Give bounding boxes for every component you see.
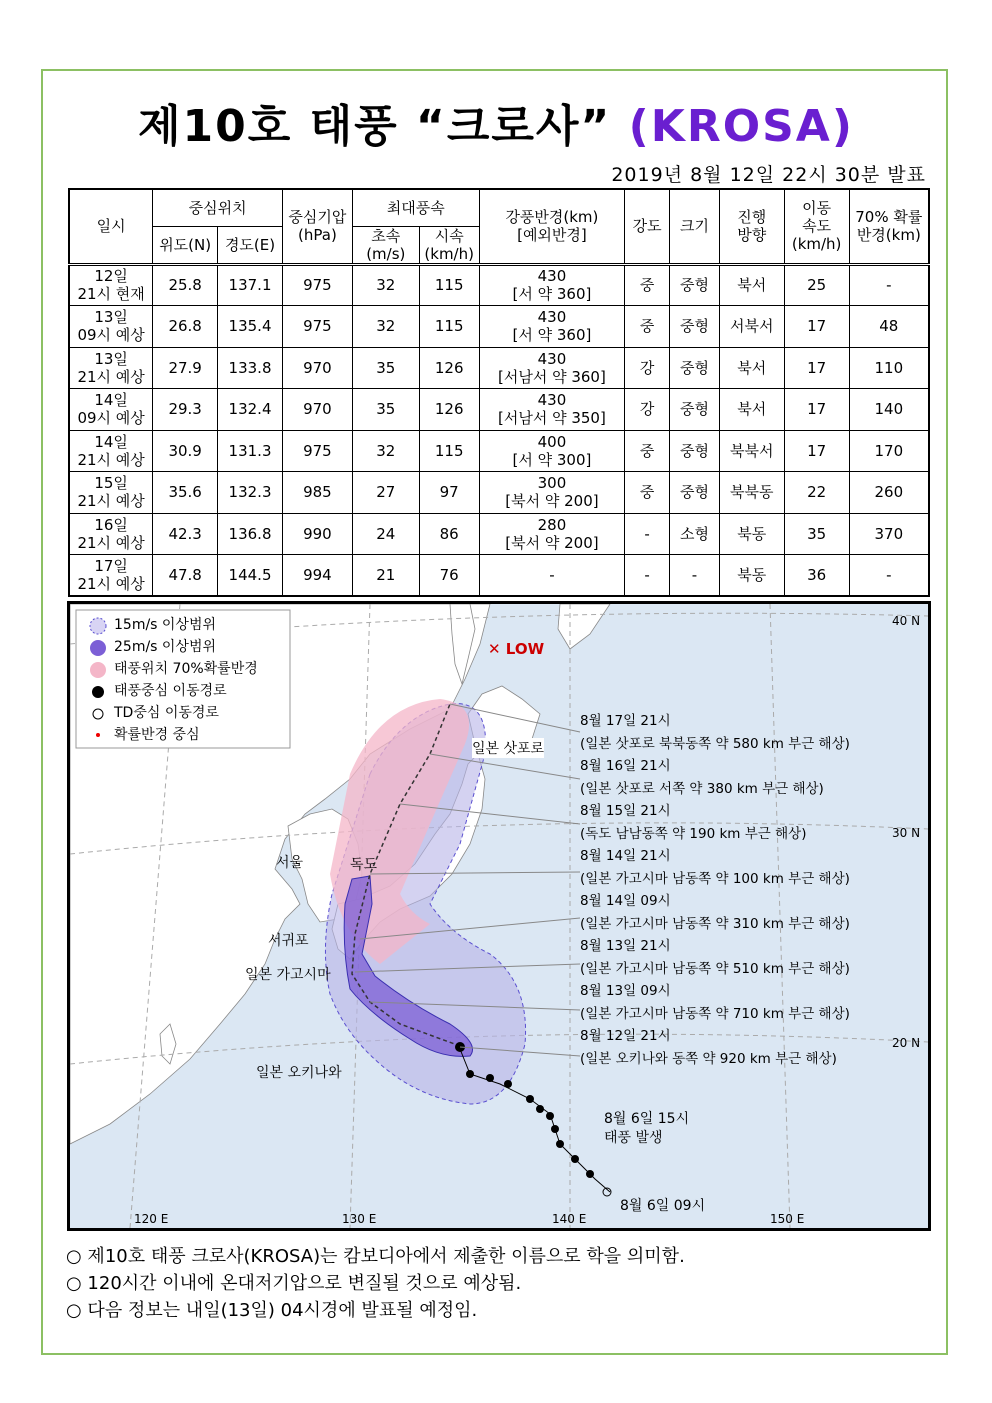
cell-radius: 430 [서 약 360] (479, 306, 625, 348)
forecast-rows (69, 264, 929, 596)
cell-spd: 17 (784, 347, 849, 389)
cell-lat: 35.6 (153, 472, 218, 514)
cell-lon: 132.3 (218, 472, 283, 514)
place-seogwipo: 서귀포 (268, 933, 309, 949)
cell-int: 강 (625, 389, 670, 431)
cell-spd: 36 (784, 555, 849, 597)
place-okinawa: 일본 오키나와 (256, 1065, 342, 1081)
note-3: ○ 다음 정보는 내일(13일) 04시경에 발표될 예정임. (66, 1300, 478, 1321)
cell-size: 중형 (670, 264, 720, 306)
header-center: 중심위치 (153, 189, 283, 226)
lon-120: 120 E (134, 1212, 169, 1226)
cell-ms: 35 (352, 389, 419, 431)
lon-150: 150 E (770, 1212, 805, 1226)
header-datetime: 일시 (69, 189, 153, 264)
lat-20: 20 N (892, 1036, 921, 1050)
header-ms: 초속 (m/s) (352, 226, 419, 264)
header-lon: 경도(E) (218, 226, 283, 264)
annotation-time: 8월 14일 09시 (580, 893, 671, 909)
cell-dir: 북서 (719, 264, 784, 306)
cell-int: 중 (625, 306, 670, 348)
header-direction: 진행 방향 (719, 189, 784, 264)
cell-radius: 430 [서 약 360] (479, 264, 625, 306)
cell-kmh: 76 (419, 555, 479, 597)
cell-lon: 144.5 (218, 555, 283, 597)
cell-size: 중형 (670, 347, 720, 389)
low-label: ✕ LOW (488, 640, 545, 658)
cell-hpa: 975 (282, 306, 352, 348)
annotation-desc: (일본 가고시마 남동쪽 약 710 km 부근 해상) (580, 1005, 850, 1022)
cell-int: 중 (625, 264, 670, 306)
annotation-time: 8월 13일 09시 (580, 983, 671, 999)
annotation-time: 8월 12일 21시 (580, 1028, 671, 1044)
cell-size: 소형 (670, 513, 720, 555)
annotation-time: 8월 14일 21시 (580, 848, 671, 864)
cell-lon: 136.8 (218, 513, 283, 555)
cell-radius: 430 [서남서 약 360] (479, 347, 625, 389)
land-kamchatka (558, 604, 610, 649)
cell-radius: 400 [서 약 300] (479, 430, 625, 472)
cell-spd: 17 (784, 306, 849, 348)
table-row (69, 555, 929, 597)
cell-int: 강 (625, 347, 670, 389)
cell-int: - (625, 513, 670, 555)
cell-prob: 260 (849, 472, 929, 514)
cell-spd: 17 (784, 430, 849, 472)
cell-ms: 32 (352, 306, 419, 348)
annotation-desc: (일본 오키나와 동쪽 약 920 km 부근 해상) (580, 1050, 837, 1067)
note-2: ○ 120시간 이내에 온대저기압으로 변질될 것으로 예상됨. (66, 1273, 522, 1294)
annotation-desc: (일본 삿포로 북북동쪽 약 580 km 부근 해상) (580, 735, 850, 752)
annotation-desc: (일본 삿포로 서쪽 약 380 km 부근 해상) (580, 780, 824, 797)
cell-kmh: 97 (419, 472, 479, 514)
cell-datetime: 15일 21시 예상 (69, 472, 153, 514)
cell-datetime: 12일 21시 현재 (69, 264, 153, 306)
cell-dir: 서북서 (719, 306, 784, 348)
annotation-desc: (일본 가고시마 남동쪽 약 310 km 부근 해상) (580, 915, 850, 932)
place-dokdo: 독도 (350, 857, 378, 873)
title-english: (KROSA) (628, 101, 854, 152)
lat-40: 40 N (892, 614, 921, 628)
cell-datetime: 17일 21시 예상 (69, 555, 153, 597)
page-title (0, 90, 992, 154)
td-start-label: 8월 6일 09시 (620, 1198, 706, 1214)
header-size: 크기 (670, 189, 720, 264)
cell-lon: 137.1 (218, 264, 283, 306)
cell-size: 중형 (670, 472, 720, 514)
cell-ms: 32 (352, 264, 419, 306)
cell-lat: 30.9 (153, 430, 218, 472)
cell-lat: 27.9 (153, 347, 218, 389)
cell-datetime: 13일 21시 예상 (69, 347, 153, 389)
cell-prob: 110 (849, 347, 929, 389)
annotation-time: 8월 17일 21시 (580, 713, 671, 729)
cell-lat: 29.3 (153, 389, 218, 431)
cell-lon: 132.4 (218, 389, 283, 431)
legend-td-track: TD중심 이동경로 (114, 705, 219, 721)
place-kagoshima: 일본 가고시마 (245, 967, 331, 983)
legend-15ms: 15m/s 이상범위 (114, 617, 217, 633)
notes (66, 1243, 685, 1324)
cell-int: 중 (625, 472, 670, 514)
typhoon-track-map (67, 601, 931, 1231)
cell-dir: 북동 (719, 555, 784, 597)
cell-ms: 21 (352, 555, 419, 597)
cell-lon: 133.8 (218, 347, 283, 389)
legend-prob-center: 확률반경 중심 (114, 727, 200, 743)
cell-kmh: 86 (419, 513, 479, 555)
header-kmh: 시속 (km/h) (419, 226, 479, 264)
cell-lon: 135.4 (218, 306, 283, 348)
cell-hpa: 990 (282, 513, 352, 555)
cell-hpa: 975 (282, 264, 352, 306)
lat-30: 30 N (892, 826, 921, 840)
cell-size: 중형 (670, 306, 720, 348)
cell-dir: 북서 (719, 389, 784, 431)
cell-dir: 북동 (719, 513, 784, 555)
cell-spd: 22 (784, 472, 849, 514)
cell-lat: 42.3 (153, 513, 218, 555)
header-pressure: 중심기압 (hPa) (282, 189, 352, 264)
cell-spd: 17 (784, 389, 849, 431)
table-row (69, 389, 929, 431)
issued-time: 2019년 8월 12일 22시 30분 발표 (611, 164, 926, 186)
cell-kmh: 115 (419, 430, 479, 472)
cell-hpa: 985 (282, 472, 352, 514)
header-prob: 70% 확률 반경(km) (849, 189, 929, 264)
place-seoul: 서울 (276, 855, 304, 871)
cell-radius: 300 [북서 약 200] (479, 472, 625, 514)
cell-prob: - (849, 555, 929, 597)
cell-spd: 35 (784, 513, 849, 555)
table-row (69, 306, 929, 348)
lon-140: 140 E (552, 1212, 587, 1226)
cell-prob: 140 (849, 389, 929, 431)
forecast-table (68, 188, 930, 597)
cell-hpa: 975 (282, 430, 352, 472)
annotation-time: 8월 16일 21시 (580, 758, 671, 774)
header-intensity: 강도 (625, 189, 670, 264)
table-row (69, 430, 929, 472)
legend (114, 614, 258, 746)
cell-size: 중형 (670, 389, 720, 431)
genesis-label: 8월 6일 15시 태풍 발생 (604, 1111, 690, 1146)
cell-lat: 47.8 (153, 555, 218, 597)
cell-ms: 27 (352, 472, 419, 514)
cell-dir: 북서 (719, 347, 784, 389)
cell-prob: 370 (849, 513, 929, 555)
cell-spd: 25 (784, 264, 849, 306)
title-korean: 제10호 태풍 “크로사” (138, 101, 612, 152)
header-speed: 이동 속도 (km/h) (784, 189, 849, 264)
cell-datetime: 14일 21시 예상 (69, 430, 153, 472)
cell-dir: 북북서 (719, 430, 784, 472)
cell-kmh: 115 (419, 264, 479, 306)
cell-datetime: 16일 21시 예상 (69, 513, 153, 555)
cell-lon: 131.3 (218, 430, 283, 472)
annotation-desc: (일본 가고시마 남동쪽 약 100 km 부근 해상) (580, 870, 850, 887)
header-wind: 최대풍속 (352, 189, 479, 226)
annotation-time: 8월 15일 21시 (580, 803, 671, 819)
cell-hpa: 970 (282, 389, 352, 431)
header-lat: 위도(N) (153, 226, 218, 264)
cell-datetime: 14일 09시 예상 (69, 389, 153, 431)
cell-hpa: 970 (282, 347, 352, 389)
lon-130: 130 E (342, 1212, 377, 1226)
cell-radius: 430 [서남서 약 350] (479, 389, 625, 431)
annotation-desc: (일본 가고시마 남동쪽 약 510 km 부근 해상) (580, 960, 850, 977)
cell-lat: 25.8 (153, 264, 218, 306)
cell-lat: 26.8 (153, 306, 218, 348)
cell-kmh: 115 (419, 306, 479, 348)
cell-prob: 170 (849, 430, 929, 472)
cell-ms: 24 (352, 513, 419, 555)
table-row (69, 472, 929, 514)
legend-25ms: 25m/s 이상범위 (114, 639, 217, 655)
note-1: ○ 제10호 태풍 크로사(KROSA)는 캄보디아에서 제출한 이름으로 학을 의미함. (66, 1246, 685, 1267)
place-sapporo: 일본 삿포로 (472, 738, 544, 758)
cell-dir: 북북동 (719, 472, 784, 514)
cell-int: - (625, 555, 670, 597)
cell-size: - (670, 555, 720, 597)
cell-int: 중 (625, 430, 670, 472)
cell-kmh: 126 (419, 347, 479, 389)
annotation-time: 8월 13일 21시 (580, 938, 671, 954)
legend-track: 태풍중심 이동경로 (114, 683, 227, 699)
cell-kmh: 126 (419, 389, 479, 431)
track-annotations (580, 710, 850, 1070)
cell-prob: - (849, 264, 929, 306)
table-row (69, 347, 929, 389)
cell-size: 중형 (670, 430, 720, 472)
legend-prob: 태풍위치 70%확률반경 (114, 661, 258, 677)
cell-datetime: 13일 09시 예상 (69, 306, 153, 348)
table-row (69, 264, 929, 306)
cell-prob: 48 (849, 306, 929, 348)
cell-radius: 280 [북서 약 200] (479, 513, 625, 555)
cell-ms: 32 (352, 430, 419, 472)
cell-radius: - (479, 555, 625, 597)
cell-ms: 35 (352, 347, 419, 389)
table-row (69, 513, 929, 555)
annotation-desc: (독도 남남동쪽 약 190 km 부근 해상) (580, 825, 807, 842)
cell-hpa: 994 (282, 555, 352, 597)
header-radius: 강풍반경(km) [예외반경] (479, 189, 625, 264)
